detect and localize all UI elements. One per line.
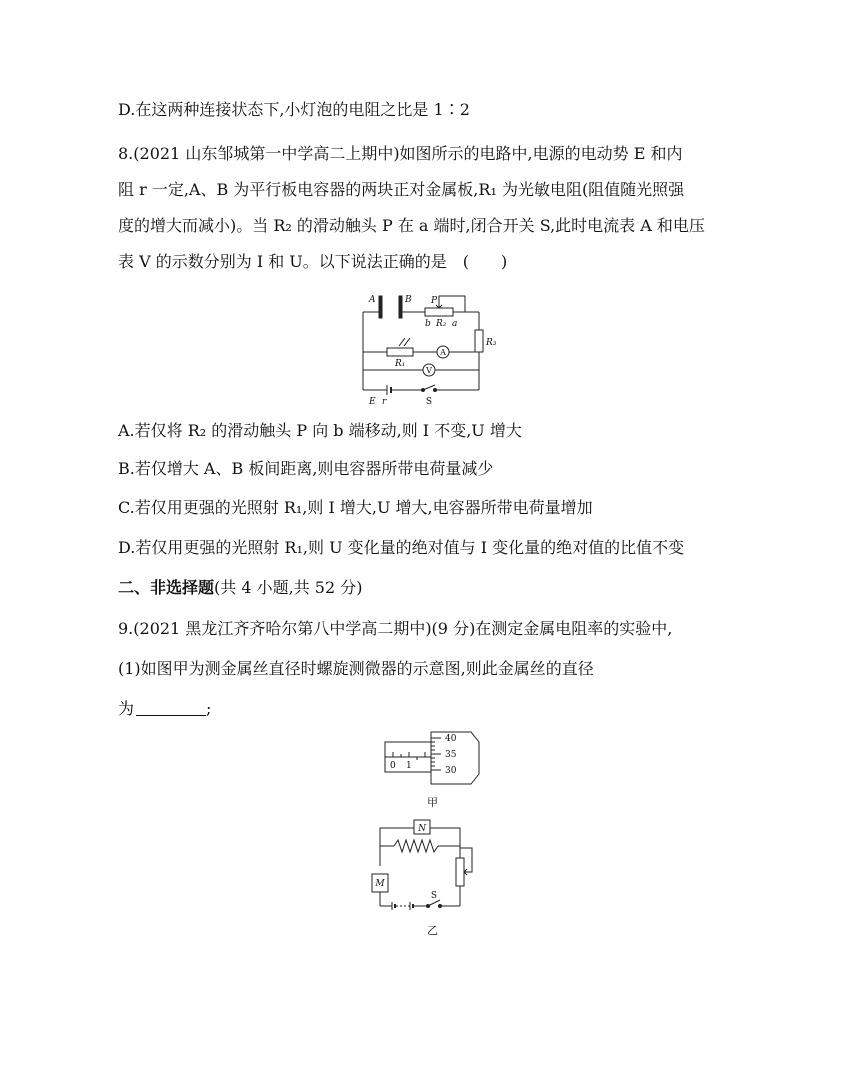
q9-circuit-figure [366,818,496,914]
q9-stem-line-1: 9.(2021 黑龙江齐齐哈尔第八中学高二期中)(9 分)在测定金属电阻率的实验中, [118,619,673,638]
label-emf: E [369,397,376,407]
label-n: N [418,824,426,834]
q8-circuit-figure [355,290,505,408]
label-switch-s: S [430,891,438,901]
q8-option-c: C.若仅用更强的光照射 R₁,则 I 增大,U 增大,电容器所带电荷量增加 [118,498,593,517]
label-r2: R₂ [436,319,447,329]
label-plate-b: B [405,295,412,305]
rheostat [456,858,464,886]
micrometer-scale-0: 0 [390,761,396,771]
q9-stem-line-3 [118,697,211,721]
answer-blank[interactable] [136,699,206,716]
label-plate-a: A [369,295,376,305]
capacitor-plate-b [399,296,402,318]
resistor-r1 [387,348,413,356]
micrometer-figure [383,728,483,788]
label-ammeter: A [440,348,446,357]
label-r3: R₃ [486,338,497,348]
q8-option-b: B.若仅增大 A、B 板间距离,则电容器所带电荷量减少 [118,459,494,478]
q8-stem-line-2: 阻 r 一定,A、B 为平行板电容器的两块正对金属板,R₁ 为光敏电阻(阻值随光照强 [118,180,685,199]
section-note: (共 4 小题,共 52 分) [214,578,363,597]
micrometer-scale-1: 1 [406,761,412,771]
label-m: M [375,879,385,889]
q9-line3-prefix: 为 [118,699,135,718]
resistor-r2 [425,308,453,316]
micrometer-tick-35: 35 [445,750,457,760]
label-r1: R₁ [395,359,406,369]
q7-option-d: D.在这两种连接状态下,小灯泡的电阻之比是 1∶2 [118,100,470,119]
q8-stem-line-4: 表 V 的示数分别为 I 和 U。以下说法正确的是 ( ) [118,252,508,271]
label-switch: S [425,397,433,407]
resistance-wire [394,840,438,852]
q8-stem-line-1: 8.(2021 山东邹城第一中学高二上期中)如图所示的电路中,电源的电动势 E 和内 [118,144,683,163]
label-internal-r: r [382,397,387,407]
label-slider-p: P [431,296,438,306]
micrometer-tick-30: 30 [445,766,457,776]
section-title: 二、非选择题 [118,578,215,597]
label-end-a: a [452,319,458,329]
label-voltmeter: V [426,366,432,375]
micrometer-caption: 甲 [427,796,438,809]
circuit-caption: 乙 [427,924,438,937]
q8-option-d: D.若仅用更强的光照射 R₁,则 U 变化量的绝对值与 I 变化量的绝对值的比值不变 [118,538,685,557]
micrometer-tick-40: 40 [445,734,457,744]
label-end-b: b [425,319,431,329]
q9-line3-suffix: ; [206,699,212,718]
resistor-r3 [475,330,483,352]
q9-stem-line-2: (1)如图甲为测金属丝直径时螺旋测微器的示意图,则此金属丝的直径 [118,659,594,678]
section-heading [118,576,362,600]
capacitor-plate-a [379,296,382,318]
q8-stem-line-3: 度的增大而减小)。当 R₂ 的滑动触头 P 在 a 端时,闭合开关 S,此时电流表 A 和电压 [118,216,705,235]
q8-option-a: A.若仅将 R₂ 的滑动触头 P 向 b 端移动,则 I 不变,U 增大 [118,421,522,440]
